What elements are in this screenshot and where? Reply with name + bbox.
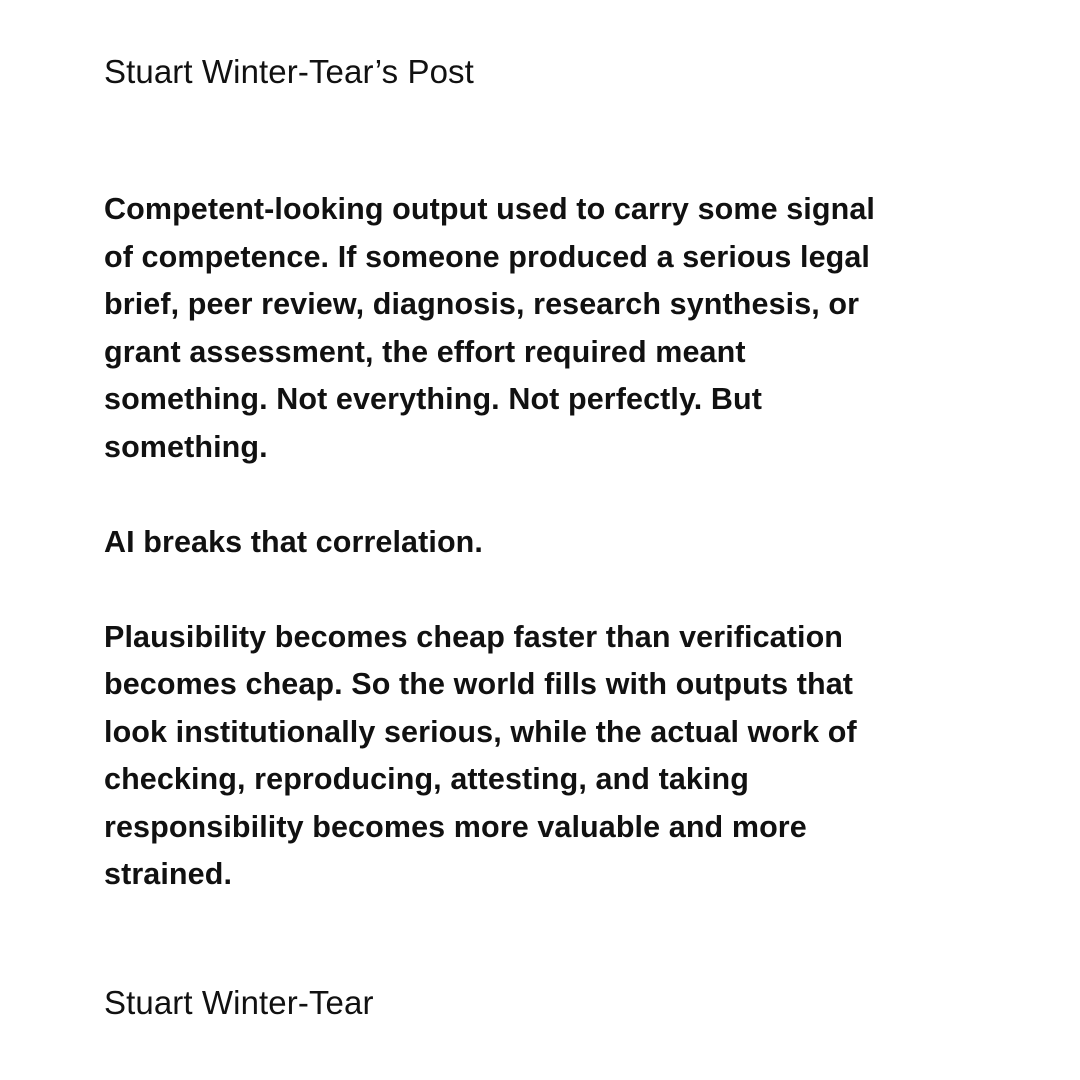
post-header-title: Stuart Winter-Tear’s Post	[104, 53, 474, 90]
post-body	[104, 186, 904, 899]
post-paragraph-3: Plausibility becomes cheap faster than verification becomes cheap. So the world fills with outputs that look institutionally serious, while the actual work of checking, reproducing, attesting, and taking responsibility becomes more valuable and more strained.	[104, 619, 857, 891]
post-paragraph-1: Competent-looking output used to carry some signal of competence. If someone produced a serious legal brief, peer review, diagnosis, research synthesis, or grant assessment, the effort required meant something. Not everything. Not perfectly. But something.	[104, 192, 875, 464]
post-paragraph-2: AI breaks that correlation.	[104, 524, 483, 559]
post-card	[104, 0, 904, 1080]
post-author-name: Stuart Winter-Tear	[104, 984, 374, 1021]
